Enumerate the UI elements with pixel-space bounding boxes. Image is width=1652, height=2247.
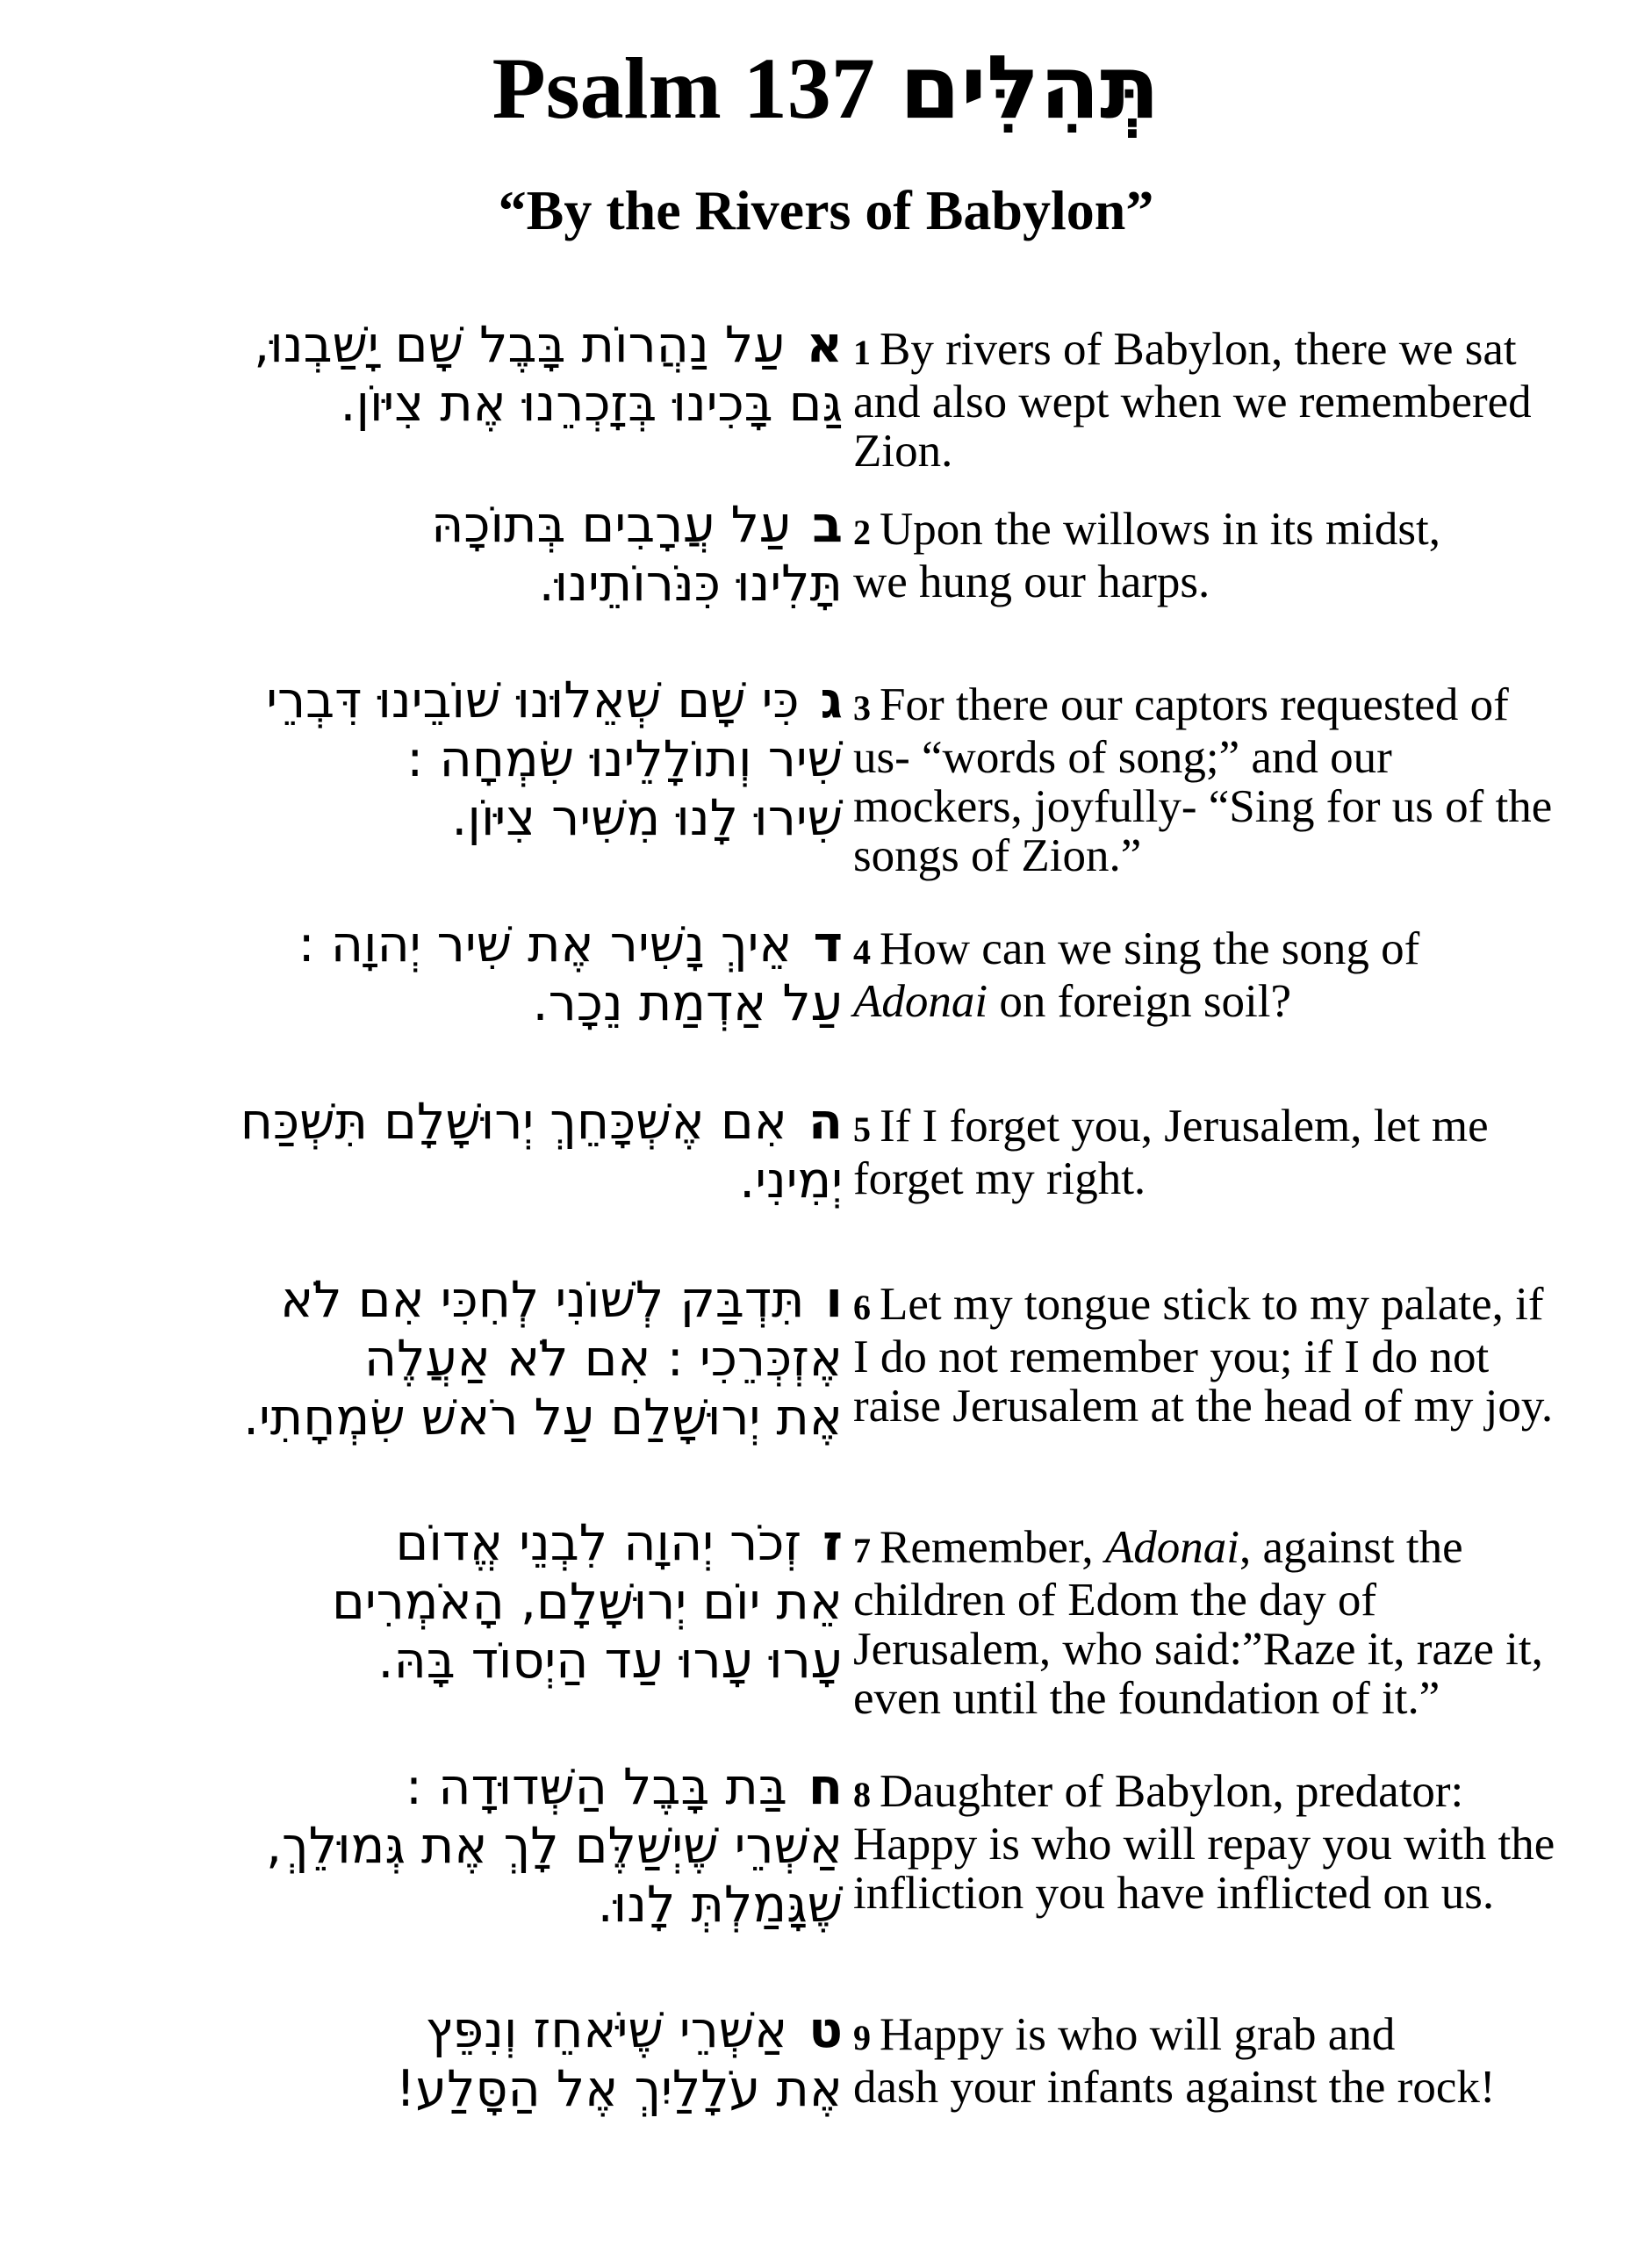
english-line: 7 Remember, Adonai, against the — [853, 1522, 1463, 1573]
hebrew-line: דאֵיךְ נָשִׁיר אֶת שִׁיר יְהוָה : — [298, 915, 843, 973]
verse-number: 3 — [853, 688, 871, 728]
hebrew-line: שֶׁגָּמַלְתְּ לָנוּ. — [597, 1876, 843, 1934]
english-line: I do not remember you; if I do not — [853, 1332, 1490, 1382]
verse-hebrew — [97, 1758, 843, 1935]
hebrew-line: אֶזְכְּרֵכִי : אִם לֹא אַעֲלֶה — [363, 1330, 843, 1388]
verse-letter: ד — [813, 915, 843, 973]
verse-hebrew — [97, 496, 843, 614]
verse-letter: ה — [808, 1093, 843, 1151]
english-line: 8 Daughter of Babylon, predator: — [853, 1766, 1464, 1817]
hebrew-line: שִׁיר וְתוֹלָלֵינוּ שִׂמְחָה : — [406, 730, 843, 788]
verse-letter: ו — [825, 1271, 843, 1329]
hebrew-line: בעַל עֲרָבִים בְּתוֹכָהּ — [431, 496, 843, 554]
verse-english — [853, 505, 1626, 607]
english-line: 9 Happy is who will grab and — [853, 2009, 1396, 2060]
verse-english — [853, 680, 1626, 880]
english-line: children of Edom the day of — [853, 1575, 1377, 1626]
hebrew-line: תָּלִינוּ כִּנֹּרוֹתֵינוּ. — [538, 555, 843, 613]
divine-name: Adonai — [853, 976, 988, 1027]
verse-english — [853, 2010, 1626, 2112]
hebrew-line: שִׁירוּ לָנוּ מִשִּׁיר צִיּוֹן. — [451, 789, 843, 847]
hebrew-line: אַשְׁרֵי שֶׁיְשַׁלֶּם לָךְ אֶת גְּמוּלֵךְ, — [265, 1817, 843, 1875]
hebrew-line: אֵת יוֹם יְרוּשָׁלִָם, הָאֹמְרִים — [332, 1573, 843, 1631]
english-line: 4 How can we sing the song of — [853, 923, 1420, 974]
verse-english — [853, 1280, 1626, 1431]
english-line: songs of Zion.” — [853, 830, 1142, 881]
verse-number: 6 — [853, 1288, 871, 1327]
hebrew-line: אֶת עֹלָלַיִךְ אֶל הַסָּלַע! — [395, 2060, 843, 2118]
english-line: we hung our harps. — [853, 556, 1210, 607]
english-line: even until the foundation of it.” — [853, 1673, 1440, 1724]
verse-english — [853, 325, 1626, 476]
verse-number: 5 — [853, 1109, 871, 1149]
verse-letter: ג — [820, 671, 843, 729]
hebrew-line: חבַּת בָּבֶל הַשְּׁדוּדָה : — [405, 1758, 843, 1816]
page-subtitle: “By the Rivers of Babylon” — [498, 179, 1154, 241]
divine-name: Adonai — [1104, 1522, 1240, 1573]
english-line: mockers, joyfully- “Sing for us of the — [853, 781, 1553, 832]
hebrew-line: יְמִינִי. — [739, 1152, 843, 1210]
verse-hebrew — [97, 1093, 843, 1210]
verse-number: 2 — [853, 513, 871, 552]
english-line: dash your infants against the rock! — [853, 2062, 1496, 2113]
verse-letter: ט — [808, 2001, 843, 2059]
english-line: 1 By rivers of Babylon, there we sat — [853, 324, 1517, 375]
hebrew-line: האִם אֶשְׁכָּחֵךְ יְרוּשָׁלִָם תִּשְׁכַּח — [240, 1093, 843, 1151]
english-line: Adonai on foreign soil? — [853, 976, 1292, 1027]
verse-english — [853, 924, 1626, 1026]
verse-hebrew — [97, 1514, 843, 1691]
english-line: 6 Let my tongue stick to my palate, if — [853, 1279, 1544, 1330]
page-title — [0, 35, 1652, 141]
english-line: forget my right. — [853, 1153, 1146, 1204]
verse-hebrew — [97, 2001, 843, 2119]
verse-hebrew — [97, 915, 843, 1033]
hebrew-line: זזְכֹר יְהוָה לִבְנֵי אֱדוֹם — [395, 1514, 843, 1572]
hebrew-line: טאַשְׁרֵי שֶׁיֹּאחֵז וְנִפֵּץ — [425, 2001, 843, 2059]
hebrew-line: אֶת יְרוּשָׁלִַם עַל רֹאשׁ שִׂמְחָתִי. — [242, 1389, 843, 1447]
english-line: raise Jerusalem at the head of my joy. — [853, 1381, 1554, 1432]
verse-number: 4 — [853, 932, 871, 972]
hebrew-line: אעַל נַהֲרוֹת בָּבֶל שָׁם יָשַׁבְנוּ, — [254, 316, 843, 374]
english-line: 5 If I forget you, Jerusalem, let me — [853, 1101, 1489, 1152]
verse-letter: א — [806, 316, 843, 374]
verse-hebrew — [97, 671, 843, 848]
verse-english — [853, 1102, 1626, 1203]
title-english: Psalm 137 — [492, 39, 875, 137]
english-line: 3 For there our captors requested of — [853, 679, 1509, 730]
english-line: and also wept when we remembered — [853, 377, 1532, 427]
verse-english — [853, 1767, 1626, 1918]
verse-number: 1 — [853, 333, 871, 372]
verse-number: 7 — [853, 1531, 871, 1570]
verse-letter: ב — [812, 496, 843, 554]
verse-number: 9 — [853, 2018, 871, 2057]
english-line: Jerusalem, who said:”Raze it, raze it, — [853, 1624, 1543, 1675]
hebrew-line: עָרוּ עָרוּ עַד הַיְסוֹד בָּהּ. — [377, 1632, 843, 1690]
english-line: us- “words of song;” and our — [853, 732, 1392, 783]
verse-letter: ז — [822, 1514, 843, 1572]
title-hebrew: תְּהִלִּים — [899, 36, 1160, 139]
verse-english — [853, 1523, 1626, 1723]
english-line: 2 Upon the willows in its midst, — [853, 504, 1440, 555]
verse-hebrew — [97, 1271, 843, 1447]
english-line: infliction you have inflicted on us. — [853, 1868, 1495, 1919]
verse-letter: ח — [808, 1758, 843, 1816]
hebrew-line: גַּם בָּכִינוּ בְּזָכְרֵנוּ אֶת צִיּוֹן. — [340, 375, 843, 433]
verse-number: 8 — [853, 1775, 871, 1814]
hebrew-line: גכִּי שָׁם שְׁאֵלוּנוּ שׁוֹבֵינוּ דִּבְרֵי — [266, 671, 843, 729]
hebrew-line: ותִּדְבַּק לְשׁוֹנִי לְחִכִּי אִם לֹא — [280, 1271, 843, 1329]
hebrew-line: עַל אַדְמַת נֵכָר. — [532, 974, 843, 1032]
verse-hebrew — [97, 316, 843, 434]
english-line: Zion. — [853, 426, 953, 477]
english-line: Happy is who will repay you with the — [853, 1819, 1555, 1870]
